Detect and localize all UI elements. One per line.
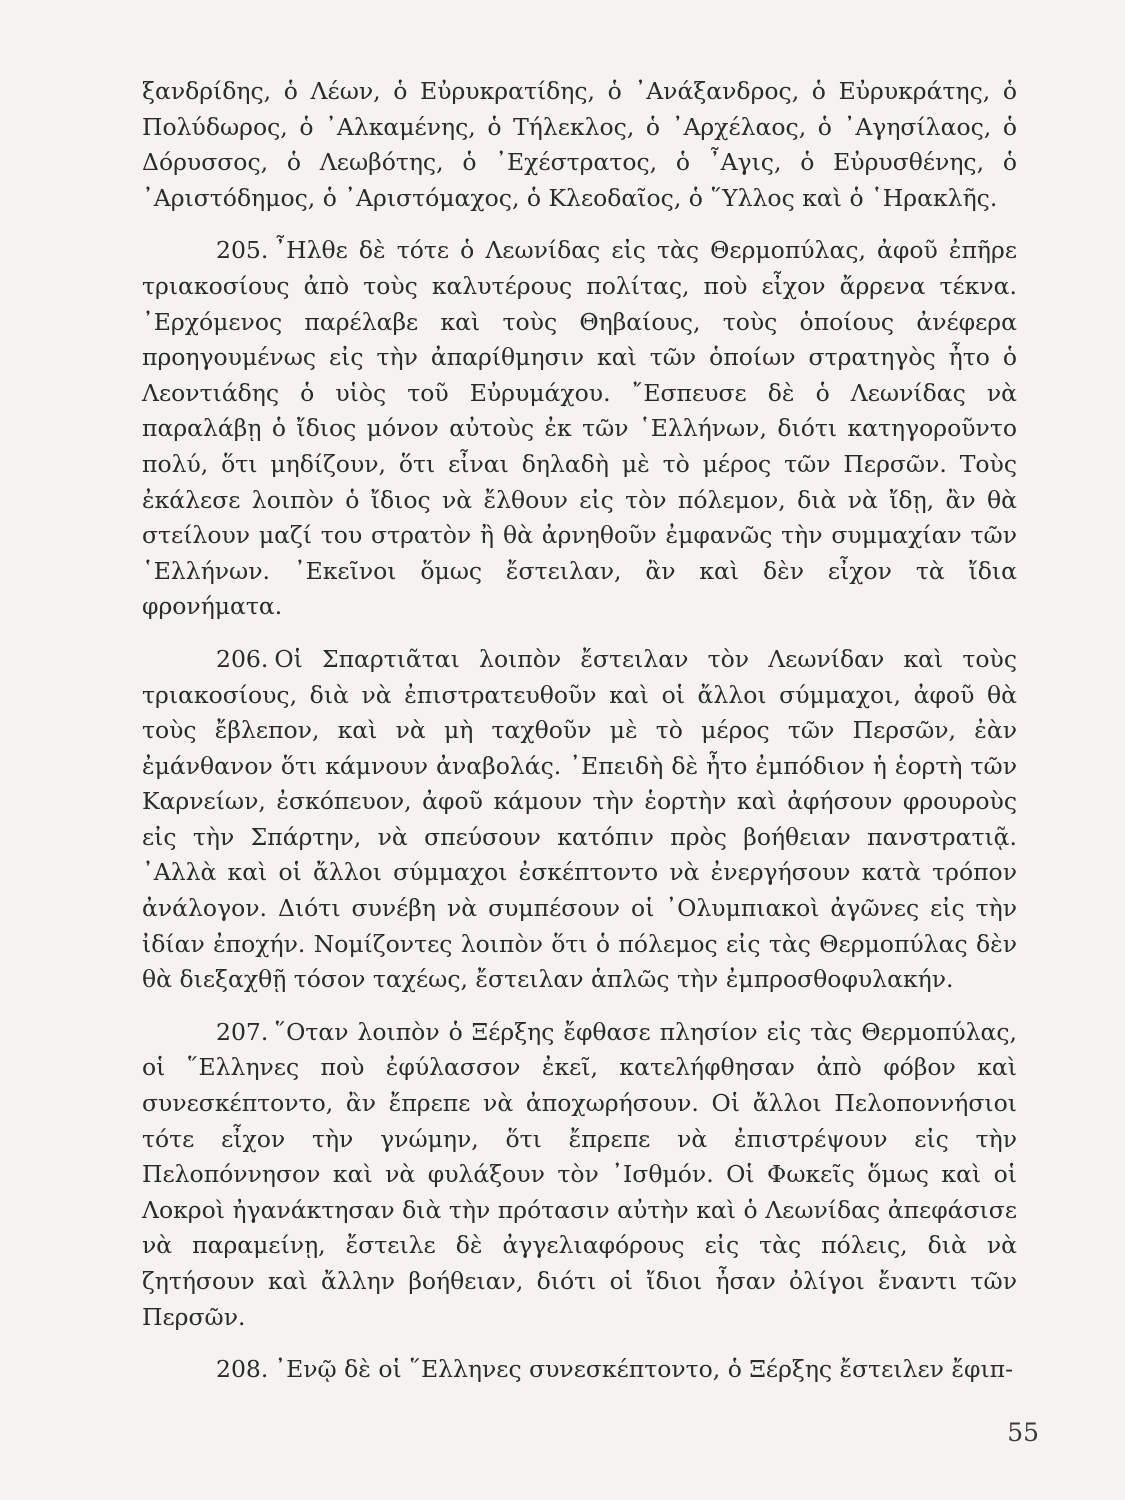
paragraph-text: ῞Οταν λοιπὸν ὁ Ξέρξης ἔφθασε πλησίον εἰς τὰς Θερμοπύλας, οἱ ῞Ελληνες ποὺ ἐφύλασσον ἐκεῖ, κατελήφθησαν ἀπὸ φόβον καὶ συνεσκέπτοντο, ἂν ἔπρεπε νὰ ἀποχωρήσουν. Οἱ ἄλλοι Πελοποννήσιοι τότε εἶχον τὴν γνώμην, ὅτι ἔπρεπε νὰ ἐπιστρέψουν εἰς τὴν Πελοπόννησον καὶ νὰ φυλάξουν τὸν ᾿Ισθμόν. Οἱ Φωκεῖς ὅμως καὶ οἱ Λοκροὶ ἠγανάκτησαν διὰ τὴν πρότασιν αὐτὴν καὶ ὁ Λεωνίδας ἀπεφάσισε νὰ παραμείνῃ, ἔστειλε δὲ ἀγγελιαφόρους εἰς τὰς πόλεις, διὰ νὰ ζητήσουν καὶ ἄλλην βοήθειαν, διότι οἱ ἴδιοι ἦσαν ὀλίγοι ἔναντι τῶν Περσῶν.	[142, 1017, 1017, 1331]
paragraph-text: ᾿Ενῷ δὲ οἱ ῞Ελληνες συνεσκέπτοντο, ὁ Ξέρξης ἔστειλεν ἔφιπ-	[274, 1355, 1014, 1384]
book-page	[142, 74, 1017, 1474]
paragraph-number: 205.	[216, 236, 269, 265]
paragraph-207	[142, 1015, 1017, 1335]
paragraph-205	[142, 233, 1017, 625]
paragraph-number: 207.	[216, 1017, 269, 1046]
paragraph-continuation	[142, 74, 1017, 216]
paragraph-number: 206.	[216, 644, 269, 673]
paragraph-text: ῏Ηλθε δὲ τότε ὁ Λεωνίδας εἰς τὰς Θερμοπύλας, ἀφοῦ ἐπῆρε τριακοσίους ἀπὸ τοὺς καλυτέρους πολίτας, ποὺ εἶχον ἄρρενα τέκνα. ᾿Ερχόμενος παρέλαβε καὶ τοὺς Θηβαίους, τοὺς ὁποίους ἀνέφερα προηγουμένως εἰς τὴν ἀπαρίθμησιν καὶ τῶν ὁποίων στρατηγὸς ἦτο ὁ Λεοντιάδης ὁ υἱὸς τοῦ Εὐρυμάχου. ῎Εσπευσε δὲ ὁ Λεωνίδας νὰ παραλάβῃ ὁ ἴδιος μόνον αὐτοὺς ἐκ τῶν ῾Ελλήνων, διότι κατηγοροῦντο πολύ, ὅτι μηδίζουν, ὅτι εἶναι δηλαδὴ μὲ τὸ μέρος τῶν Περσῶν. Τοὺς ἐκάλεσε λοιπὸν ὁ ἴδιος νὰ ἔλθουν εἰς τὸν πόλεμον, διὰ νὰ ἴδῃ, ἂν θὰ στείλουν μαζί του στρατὸν ἢ θὰ ἀρνηθοῦν ἐμφανῶς τὴν συμμαχίαν τῶν ῾Ελλήνων. ᾿Εκεῖνοι ὅμως ἔστειλαν, ἂν καὶ δὲν εἶχον τὰ ἴδια φρονήματα.	[142, 236, 1017, 621]
paragraph-text: Οἱ Σπαρτιᾶται λοιπὸν ἔστειλαν τὸν Λεωνίδαν καὶ τοὺς τριακοσίους, διὰ νὰ ἐπιστρατευθοῦν καὶ οἱ ἄλλοι σύμμαχοι, ἀφοῦ θὰ τοὺς ἔβλεπον, καὶ νὰ μὴ ταχθοῦν μὲ τὸ μέρος τῶν Περσῶν, ἐὰν ἐμάνθανον ὅτι κάμνουν ἀναβολάς. ᾿Επειδὴ δὲ ἦτο ἐμπόδιον ἡ ἑορτὴ τῶν Καρνείων, ἐσκόπευον, ἀφοῦ κάμουν τὴν ἑορτὴν καὶ ἀφήσουν φρουροὺς εἰς τὴν Σπάρτην, νὰ σπεύσουν κατόπιν πρὸς βοήθειαν πανστρατιᾷ. ᾿Αλλὰ καὶ οἱ ἄλλοι σύμμαχοι ἐσκέπτοντο νὰ ἐνεργήσουν κατὰ τρόπον ἀνάλογον. Διότι συνέβη νὰ συμπέσουν οἱ ᾿Ολυμπιακοὶ ἀγῶνες εἰς τὴν ἰδίαν ἐποχήν. Νομίζοντες λοιπὸν ὅτι ὁ πόλεμος εἰς τὰς Θερμοπύλας δὲν θὰ διεξαχθῇ τόσον ταχέως, ἔστειλαν ἁπλῶς τὴν ἐμπροσθοφυλακήν.	[142, 644, 1017, 994]
page-number: 55	[1007, 1418, 1039, 1447]
paragraph-206	[142, 642, 1017, 998]
paragraph-number: 208.	[216, 1355, 269, 1384]
paragraph-text: ξανδρίδης, ὁ Λέων, ὁ Εὐρυκρατίδης, ὁ ᾿Ανάξανδρος, ὁ Εὐρυκράτης, ὁ Πολύδωρος, ὁ ᾿Αλκαμένης, ὁ Τήλεκλος, ὁ ᾿Αρχέλαος, ὁ ᾿Αγησίλαος, ὁ Δόρυσσος, ὁ Λεωβότης, ὁ ᾿Εχέστρατος, ὁ ῏Αγις, ὁ Εὐρυσθένης, ὁ ᾿Αριστόδημος, ὁ ᾿Αριστόμαχος, ὁ Κλεοδαῖος, ὁ ῞Υλλος καὶ ὁ ῾Ηρακλῆς.	[142, 77, 1017, 212]
paragraph-208	[142, 1352, 1017, 1388]
